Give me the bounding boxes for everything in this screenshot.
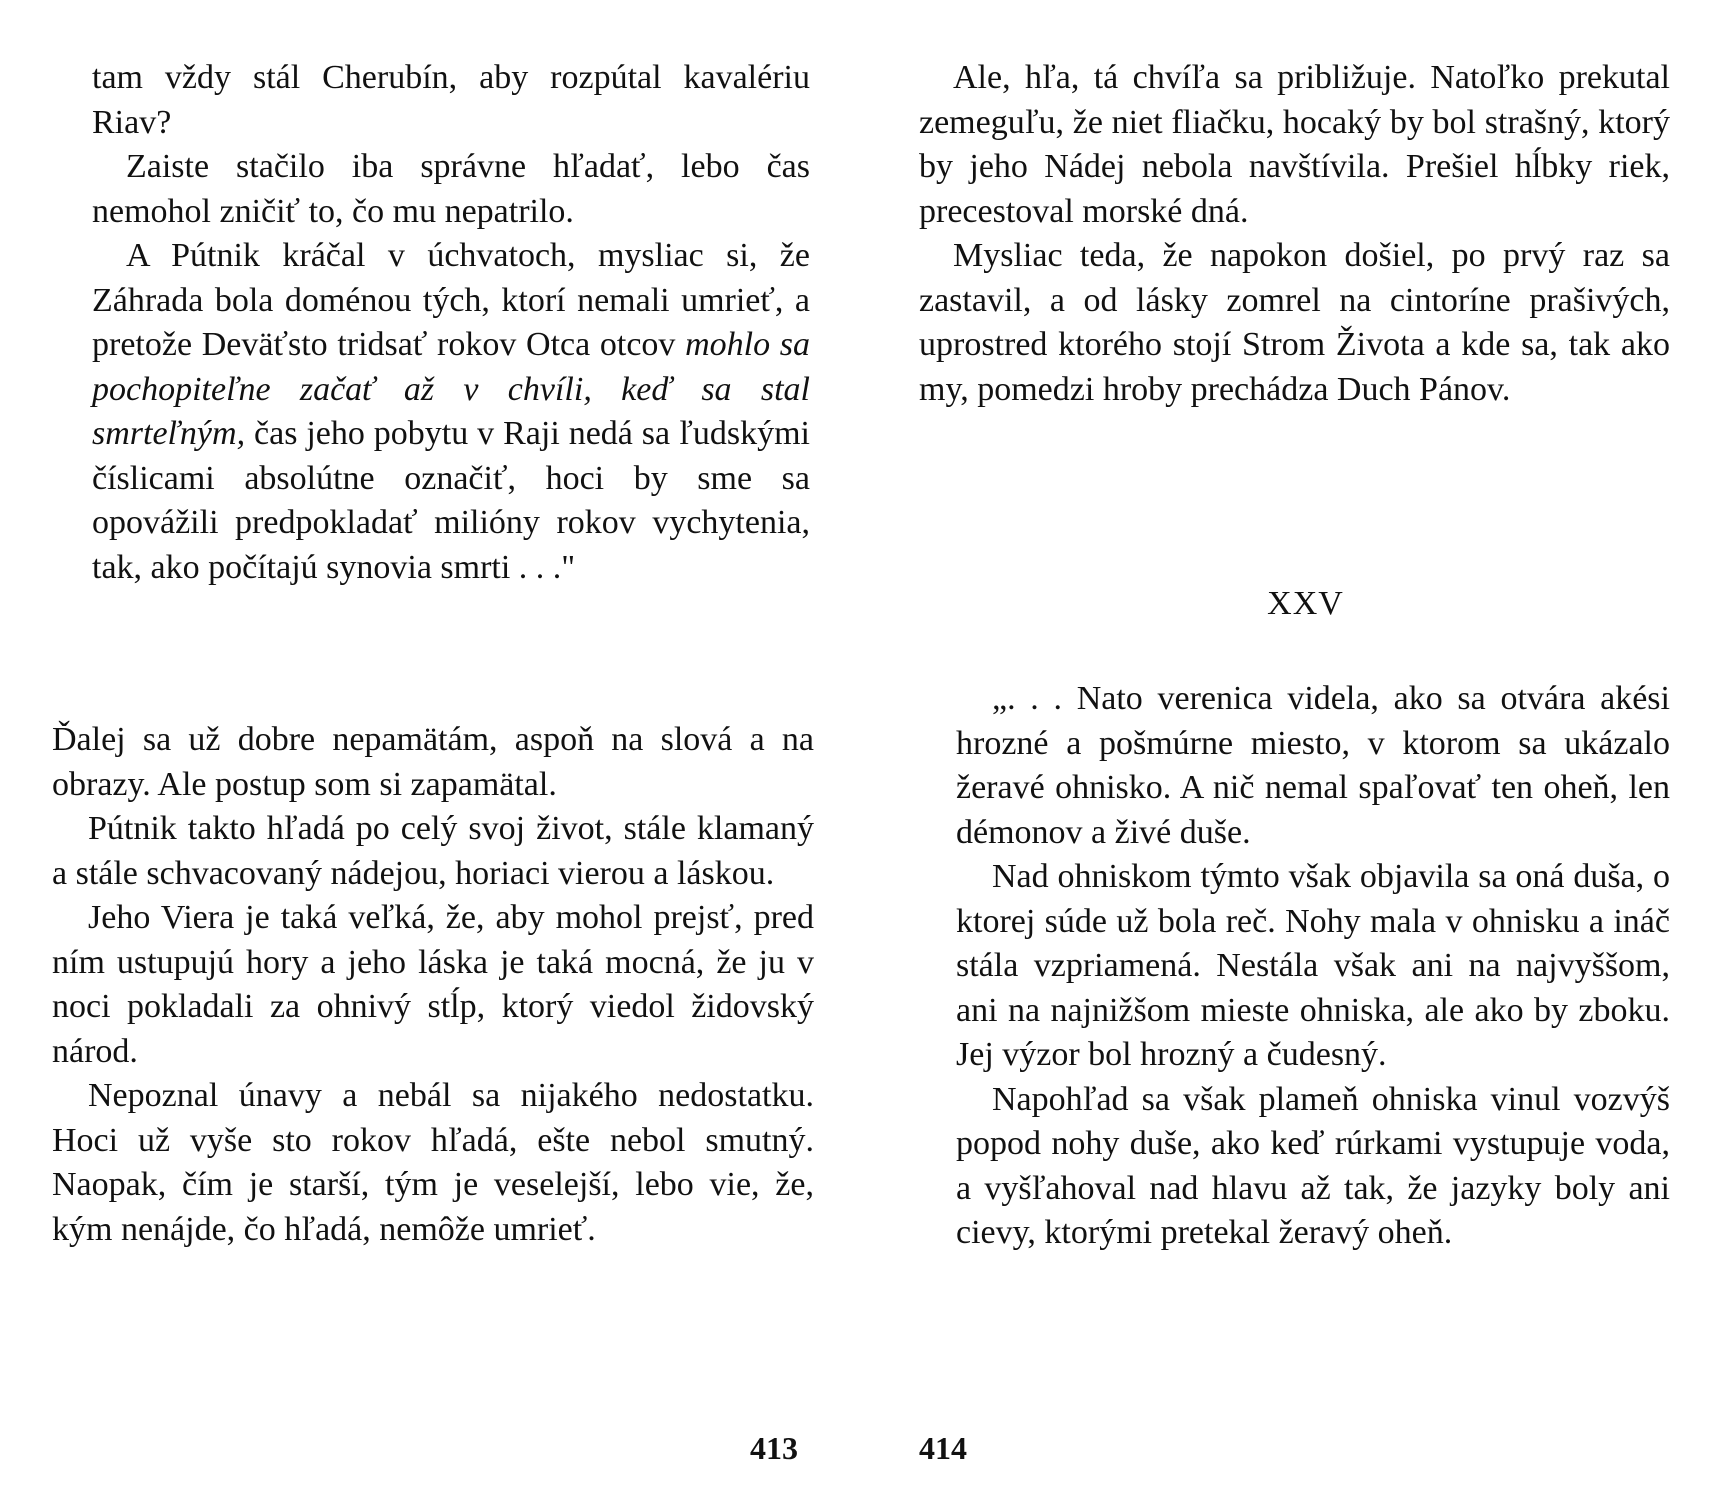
paragraph: tam vždy stál Cherubín, aby rozpútal kavalériu Riav? <box>92 59 810 141</box>
paragraph-text-after-italic: čas jeho pobytu v Raji nedá sa ľudskými číslicami absolútne označiť, hoci by sme sa opovážili predpokladať milióny rokov vychytenia, tak, ako počítajú synovia smrti . . ." <box>92 415 810 586</box>
paragraph: Nepoznal únavy a nebál sa nijakého nedostatku. Hoci už vyše sto rokov hľadá, ešte nebol smutný. Naopak, čím je starší, tým je veselejší, lebo vie, že, kým nenájde, čo hľadá, nemôže umrieť. <box>52 1077 814 1248</box>
chapter-heading <box>857 585 1714 623</box>
left-bottom-text-block <box>52 718 814 1252</box>
paragraph: Mysliac teda, že napokon došiel, po prvý raz sa zastavil, a od lásky zomrel na cintoríne prašivých, uprostred ktorého stojí Strom Života a kde sa, tak ako my, pomedzi hroby prechádza Duch Pánov. <box>919 237 1670 408</box>
page-number-left: 413 <box>750 1430 798 1466</box>
italic-emphasis: mohlo sa pochopiteľne začať až v chvíli, keď sa stal smrteľným, <box>92 326 810 452</box>
chapter-heading-text: XXV <box>1267 585 1344 622</box>
right-page <box>857 0 1714 1500</box>
right-bottom-text-block <box>956 677 1670 1256</box>
paragraph-text-before-italic: A Pútnik kráčal v úchvatoch, mysliac si, že Záhrada bola doménou tých, ktorí nemali umrieť, a pretože Deväťsto tridsať rokov Otca otcov <box>92 237 810 363</box>
paragraph: Zaiste stačilo iba správne hľadať, lebo čas nemohol zničiť to, čo mu nepatrilo. <box>92 148 810 230</box>
left-top-text-block <box>92 56 810 590</box>
paragraph: „. . . Nato verenica videla, ako sa otvára akési hrozné a pošmúrne miesto, v ktorom sa ukázalo žeravé ohnisko. A nič nemal spaľovať ten oheň, len démonov a živé duše. <box>956 680 1670 851</box>
paragraph: Nad ohniskom týmto však objavila sa oná duša, o ktorej súde už bola reč. Nohy mala v ohnisku a ináč stála vzpriamená. Nestála však ani na najvyššom, ani na najnižšom mieste ohniska, ale ako by zboku. Jej výzor bol hrozný a čudesný. <box>956 858 1670 1073</box>
paragraph: Ďalej sa už dobre nepamätám, aspoň na slová a na obrazy. Ale postup som si zapamätal. <box>52 721 814 803</box>
paragraph: Napohľad sa však plameň ohniska vinul vozvýš popod nohy duše, ako keď rúrkami vystupuje voda, a vyšľahoval nad hlavu až tak, že jazyky boly ani cievy, ktorými pretekal žeravý oheň. <box>956 1080 1670 1251</box>
paragraph: Pútnik takto hľadá po celý svoj život, stále klamaný a stále schvacovaný nádejou, horiaci vierou a láskou. <box>52 810 814 892</box>
page-number-right: 414 <box>919 1430 967 1466</box>
right-top-text-block <box>919 56 1670 412</box>
paragraph-with-italic <box>92 234 810 590</box>
paragraph: Ale, hľa, tá chvíľa sa približuje. Natoľko prekutal zemeguľu, že niet fliačku, hocaký by bol strašný, ktorý by jeho Nádej nebola navštívila. Prešiel hĺbky riek, precestoval morské dná. <box>919 59 1670 230</box>
paragraph: Jeho Viera je taká veľká, že, aby mohol prejsť, pred ním ustupujú hory a jeho láska je taká mocná, že ju v noci pokladali za ohnivý stĺp, ktorý viedol židovský národ. <box>52 899 814 1070</box>
